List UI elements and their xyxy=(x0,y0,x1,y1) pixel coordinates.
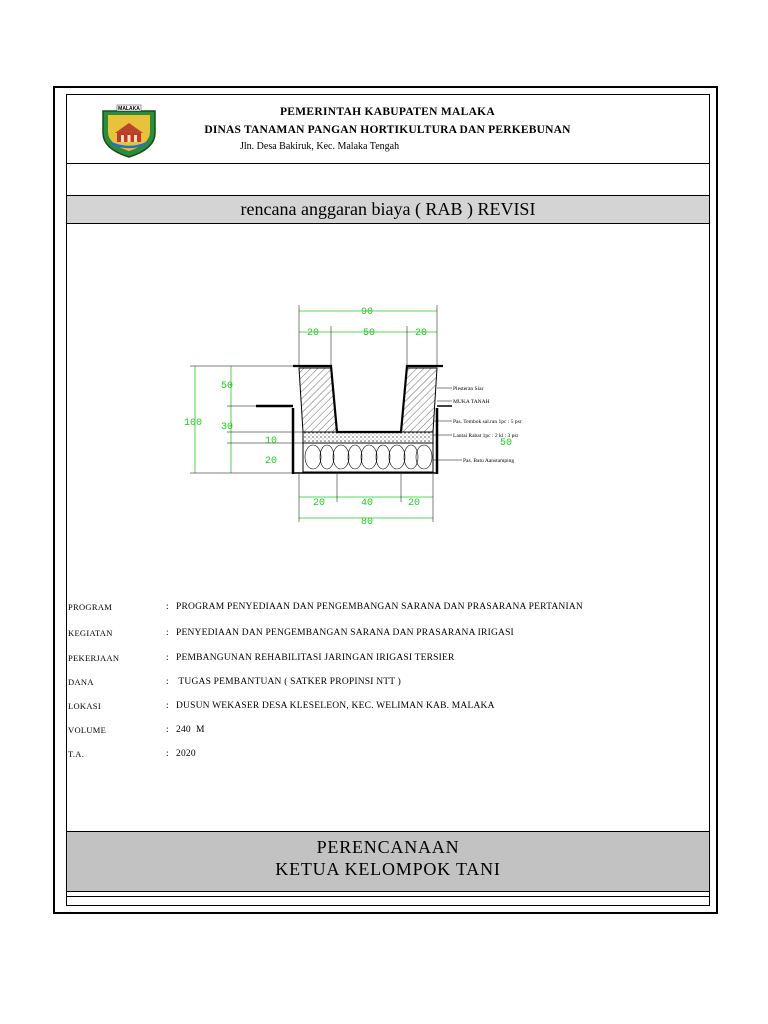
info-row-pekerjaan xyxy=(68,653,708,667)
dim-top-mid: 50 xyxy=(362,328,376,339)
channel-cross-section xyxy=(170,300,560,530)
info-label: KEGIATAN xyxy=(68,628,113,638)
regency-logo xyxy=(97,103,161,159)
info-value: PEMBANGUNAN REHABILITASI JARINGAN IRIGASI TERSIER xyxy=(176,653,455,663)
info-value: 240 M xyxy=(176,725,205,735)
floor-slab xyxy=(303,432,433,443)
document-title: rencana anggaran biaya ( RAB ) REVISI xyxy=(240,199,536,219)
info-value: DUSUN WEKASER DESA KLESELEON, KEC. WELIMAN KAB. MALAKA xyxy=(176,701,495,711)
info-row-lokasi xyxy=(68,701,708,715)
label-floor: Lantai Rabat 1pc : 2 kl : 3 psr xyxy=(453,433,519,439)
department-name: DINAS TANAMAN PANGAN HORTIKULTURA DAN PERKEBUNAN xyxy=(204,124,571,136)
info-value: PENYEDIAAN DAN PENGEMBANGAN SARANA DAN PRASARANA IRIGASI xyxy=(176,628,514,638)
org-name: PEMERINTAH KABUPATEN MALAKA xyxy=(279,106,496,118)
logo-text: MALAKA xyxy=(118,106,140,112)
label-ground: MUKA TANAH xyxy=(453,399,490,405)
info-label: T.A. xyxy=(68,749,85,759)
label-plaster: Plesteran Siar xyxy=(453,386,484,392)
info-label: PROGRAM xyxy=(68,602,113,612)
info-colon: : xyxy=(166,749,169,759)
info-row-kegiatan xyxy=(68,628,708,642)
info-colon: : xyxy=(166,653,169,663)
dim-bottom-total: 80 xyxy=(360,517,374,528)
dim-bottom-left: 20 xyxy=(312,498,326,509)
info-value: PROGRAM PENYEDIAAN DAN PENGEMBANGAN SARANA DAN PRASARANA PERTANIAN xyxy=(176,602,583,612)
info-colon: : xyxy=(166,677,169,687)
info-label: LOKASI xyxy=(68,701,101,711)
dim-right-fifty: 50 xyxy=(499,438,513,449)
info-row-ta xyxy=(68,749,708,763)
dim-top-left: 20 xyxy=(306,328,320,339)
info-colon: : xyxy=(166,602,169,612)
info-colon: : xyxy=(166,628,169,638)
bottom-divider xyxy=(67,896,709,897)
info-row-program xyxy=(68,602,708,616)
info-value: TUGAS PEMBANTUAN ( SATKER PROPINSI NTT ) xyxy=(176,677,402,687)
footer-band xyxy=(67,831,709,892)
title-band xyxy=(67,195,709,224)
label-stone: Pas. Batu Aanstamping xyxy=(463,458,515,464)
info-row-volume xyxy=(68,725,708,739)
info-label: VOLUME xyxy=(68,725,107,735)
info-label: DANA xyxy=(68,677,94,687)
info-row-dana xyxy=(68,677,708,691)
info-colon: : xyxy=(166,725,169,735)
footer-line-2: KETUA KELOMPOK TANI xyxy=(275,859,501,879)
dim-top-total: 90 xyxy=(360,307,374,318)
dim-bottom-mid: 40 xyxy=(360,498,374,509)
label-masonry: Pas. Tembok sal.ran 1pc : 5 psr xyxy=(453,419,522,425)
footer-line-1: PERENCANAAN xyxy=(316,837,460,857)
info-value: 2020 xyxy=(176,749,196,759)
org-address: Jln. Desa Bakiruk, Kec. Malaka Tengah xyxy=(240,141,400,152)
dim-left-upper: 50 xyxy=(220,381,234,392)
info-label: PEKERJAAN xyxy=(68,653,120,663)
dim-left-floor: 10 xyxy=(264,436,278,447)
dim-left-base: 20 xyxy=(264,456,278,467)
dim-left-total: 100 xyxy=(183,418,203,429)
header-divider xyxy=(67,163,709,164)
dim-bottom-right: 20 xyxy=(407,498,421,509)
dim-top-right: 20 xyxy=(414,328,428,339)
info-colon: : xyxy=(166,701,169,711)
dim-left-mid: 30 xyxy=(220,422,234,433)
